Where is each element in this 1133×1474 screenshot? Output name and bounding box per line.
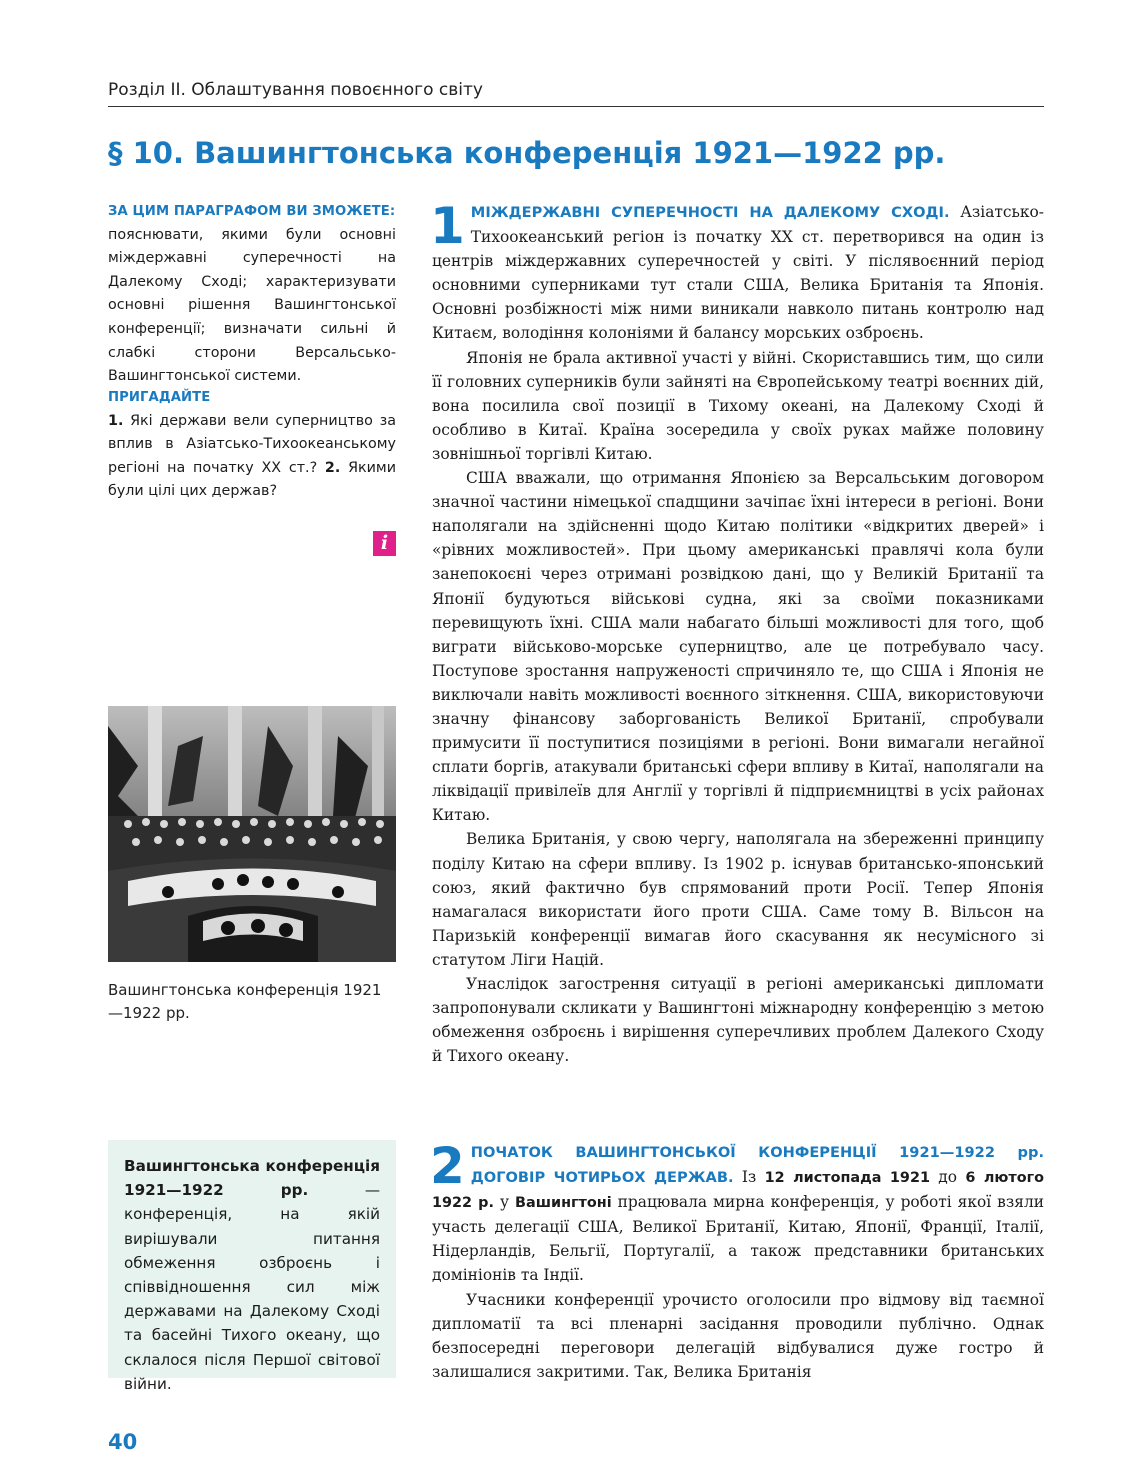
goals-heading: ЗА ЦИМ ПАРАГРАФОМ ВИ ЗМОЖЕТЕ:	[108, 204, 396, 219]
section-1-paragraph-4: Велика Британія, у свою чергу, наполягала на збереженні принципу поділу Китаю на сфери впливу. Із 1902 р. існував британсько-японський союз, який фактично був спрямований проти Росії. Тепер Японія намагалася використати його проти США. Саме тому В. Вільсон на Паризькій конференції вимагав його скасування як несумісного зі статутом Ліги Націй.	[432, 830, 1044, 969]
section-1-number: 1	[430, 197, 465, 255]
location: Вашингтоні	[515, 1195, 612, 1212]
page-title: § 10. Вашингтонська конференція 1921—1922 рр.	[108, 136, 946, 170]
question-1-number: 1.	[108, 412, 124, 429]
conference-photo	[108, 706, 396, 962]
section-1-heading: МІЖДЕРЖАВНІ СУПЕРЕЧНОСТІ НА ДАЛЕКОМУ СХОДІ.	[470, 204, 950, 221]
section-2-paragraph-2: Учасники конференції урочисто оголосили про відмову від таємної дипломатії та всі пленарні засідання проводили публічно. Однак безпосередні переговори делегацій відбувалися дуже гостро й залишалися закритими. Так, Велика Британія	[432, 1290, 1044, 1381]
running-header	[108, 80, 1044, 107]
section-1-paragraph-5: Унаслідок загострення ситуації в регіоні американські дипломати запропонували скликати у Вашингтоні міжнародну конференцію з метою обмеження озброєнь і вирішення суперечливих проблем Далекого Сходу й Тихого океану.	[432, 975, 1044, 1066]
learning-goals	[108, 200, 396, 389]
text-run: у	[493, 1193, 516, 1212]
text-run: працювала мирна конференція, у роботі якої взяли участь делегації США, Великої Британії, Китаю, Японії, Франції, Італії, Нідерландів, Бельгії, Португалії, а також представники британських домініонів та Індії.	[432, 1193, 1044, 1285]
definition-box	[108, 1140, 396, 1393]
info-icon[interactable]: i	[373, 531, 396, 556]
end-date: 6 лютого 1922 р.	[432, 1170, 1045, 1212]
section-1-paragraph-3: США вважали, що отримання Японією за Версальським договором значної частини німецької спадщини зачіпає їхні інтереси в регіоні. Вони наполягали на здійсненні щодо Китаю політики «відкритих дверей» і «рівних можливостей». При цьому американські правлячі кола були занепокоєні через отримані розвідкою дані, що у Великій Британії та Японії будуються військові судна, які за своїми показниками перевищують їхні. США мали набагато більші можливості для того, щоб виграти військово-морське суперництво, але це потребувало часу. Поступове зростання напруженості спричиняло те, що США і Японія не виключали навіть можливості воєнного зіткнення. США, використовуючи значну фінансову заборгованість Великої Британії, спробували примусити її поступитися позиціями в регіоні. Вони вимагали негайної сплати боргів, атакували британські сфери впливу в Китаї, наполягали на ліквідації привілеїв для Англії у торгівлі й підприємництві в усіх районах Китаю.	[432, 469, 1044, 825]
photo-caption: Вашингтонська конференція 1921—1922 рр.	[108, 981, 382, 1022]
section-2	[430, 1137, 1045, 1384]
definition-text: — конференція, на якій вирішували питання обмеження озброєнь і співвідношення сил між державами на Далекому Сході та басейні Тихого океану, що склалося після Першої світової війни.	[124, 1181, 381, 1393]
goals-text: пояснювати, якими були основні міждержавні суперечності на Далекому Сході; характеризувати основні рішення Вашингтонської конференції; визначати сильні й слабкі сторони Версальсько-Вашингтонської системи.	[108, 226, 396, 385]
text-run: Із	[733, 1168, 765, 1187]
section-1-paragraph-1-text: Азіатсько-Тихоокеанський регіон із початку ХХ ст. перетворився на один із центрів міждержавних суперечностей у світі. У післявоєнний період основними суперниками тут стали США, Велика Британія та Японія. Основні розбіжності між ними виникали навколо питань контролю над Китаєм, володіння колоніями й балансу морських озброєнь.	[432, 203, 1045, 343]
question-2-text: Якими були цілі цих держав?	[108, 459, 397, 500]
start-date: 12 листопада 1921	[764, 1170, 930, 1187]
section-1	[430, 197, 1045, 1068]
section-1-paragraph-2: Японія не брала активної участі у війні. Скориставшись тим, що сили її головних суперників були зайняті на Європейському театрі воєнних дій, вона посилила свої позиції в Тихому океані, на Далекому Сході й особливо в Китаї. Країна зосередила у своїх руках майже половину зовнішньої торгівлі Китаю.	[432, 348, 1044, 463]
section-2-heading: ПОЧАТОК ВАШИНГТОНСЬКОЇ КОНФЕРЕНЦІЇ 1921—1922 рр. ДОГОВІР ЧОТИРЬОХ ДЕРЖАВ.	[470, 1144, 1044, 1187]
section-2-paragraph-1	[430, 1137, 1045, 1288]
question-1-text: Які держави вели суперництво за вплив в Азіатсько-Тихоокеанському регіоні на початку ХХ ст.?	[108, 412, 396, 476]
section-title: Розділ ІІ. Облаштування повоєнного світу	[108, 80, 483, 100]
question-2-number: 2.	[324, 459, 341, 476]
text-run: до	[929, 1168, 966, 1187]
section-2-number: 2	[430, 1137, 465, 1195]
remember-block	[108, 386, 396, 504]
section-1-paragraph-1	[430, 197, 1045, 346]
page-number: 40	[108, 1430, 138, 1454]
definition-term: Вашингтонська конференція 1921—1922 рр.	[124, 1157, 380, 1200]
remember-heading: ПРИГАДАЙТЕ	[108, 390, 211, 405]
